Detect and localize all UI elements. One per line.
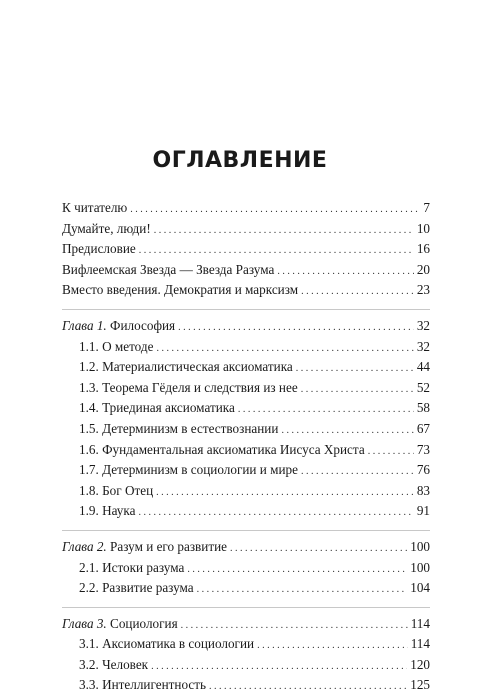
- toc-entry: [62, 221, 430, 242]
- toc-section: [62, 339, 430, 360]
- toc-chapter-page: 32: [416, 317, 430, 333]
- dot-leader: [197, 584, 408, 595]
- section-divider: [62, 309, 430, 310]
- toc-section-page: 52: [416, 379, 430, 395]
- toc-chapter: [62, 539, 430, 560]
- toc-section-page: 44: [416, 359, 430, 375]
- toc-entry: [62, 262, 430, 283]
- section-divider: [62, 607, 430, 608]
- dot-leader: [301, 286, 414, 297]
- toc-section: [62, 462, 430, 483]
- dot-leader: [296, 363, 414, 374]
- toc-chapter-page: 100: [410, 538, 430, 554]
- toc-section: [62, 359, 430, 380]
- toc-chapter: [62, 318, 430, 339]
- toc-entry-page: 7: [423, 200, 430, 215]
- toc-section-label: 1.9. Наука: [79, 503, 136, 519]
- toc-entry-label: Предисловие: [62, 241, 136, 257]
- chapter-title: Философия: [110, 317, 176, 333]
- toc-section-page: 114: [410, 636, 430, 652]
- toc-section-page: 32: [416, 338, 430, 354]
- toc-section-label: 1.7. Детерминизм в социологии и мире: [79, 462, 298, 478]
- toc-section-page: 73: [416, 441, 430, 457]
- table-of-contents: [62, 200, 430, 698]
- dot-leader: [151, 661, 407, 672]
- toc-section-label: 3.2. Человек: [79, 656, 149, 672]
- toc-chapter-label: [62, 318, 175, 334]
- chapter-prefix: Глава 2.: [62, 538, 107, 554]
- dot-leader: [139, 245, 414, 256]
- toc-chapter: [62, 616, 430, 637]
- toc-section-label: 1.8. Бог Отец: [79, 482, 154, 498]
- section-divider: [62, 530, 430, 531]
- toc-section-label: 1.2. Материалистическая аксиоматика: [79, 359, 293, 375]
- toc-section-label: 1.5. Детерминизм в естествознании: [79, 420, 279, 436]
- toc-section: [62, 677, 430, 698]
- dot-leader: [301, 466, 414, 477]
- dot-leader: [277, 266, 414, 277]
- front-matter-list: [62, 200, 430, 303]
- toc-entry-label: Думайте, люди!: [62, 220, 151, 236]
- toc-entry: [62, 241, 430, 262]
- toc-section: [62, 483, 430, 504]
- dot-leader: [209, 681, 407, 692]
- chapter-title: Разум и его развитие: [110, 538, 228, 554]
- toc-section-page: 104: [410, 580, 430, 596]
- chapter-prefix: Глава 3.: [62, 615, 107, 631]
- toc-section: [62, 560, 430, 581]
- toc-entry-page: 10: [416, 220, 430, 236]
- toc-section: [62, 442, 430, 463]
- toc-section-page: 83: [416, 482, 430, 498]
- toc-entry-page: 16: [416, 241, 430, 257]
- chapter-title: Социология: [110, 615, 178, 631]
- toc-section-label: 3.3. Интеллигентность: [79, 677, 207, 693]
- toc-chapter-label: [62, 539, 227, 555]
- dot-leader: [130, 204, 420, 215]
- toc-chapter-page: 114: [410, 615, 430, 631]
- toc-section-label: 1.6. Фундаментальная аксиоматика Иисуса Христа: [79, 441, 365, 457]
- toc-section: [62, 380, 430, 401]
- dot-leader: [181, 620, 408, 631]
- dot-leader: [138, 507, 413, 518]
- dot-leader: [187, 564, 407, 575]
- dot-leader: [301, 384, 414, 395]
- toc-section-page: 67: [416, 420, 430, 436]
- dot-leader: [238, 404, 414, 415]
- toc-section-page: 125: [410, 677, 430, 693]
- toc-section-page: 76: [416, 462, 430, 478]
- chapter-2-list: [62, 539, 430, 601]
- toc-entry-page: 23: [416, 282, 430, 298]
- dot-leader: [178, 322, 414, 333]
- toc-entry-label: Вифлеемская Звезда — Звезда Разума: [62, 261, 275, 277]
- toc-section: [62, 657, 430, 678]
- toc-section-page: 120: [410, 656, 430, 672]
- toc-section-label: 3.1. Аксиоматика в социологии: [79, 636, 255, 652]
- dot-leader: [156, 487, 414, 498]
- toc-section-page: 58: [416, 400, 430, 416]
- toc-section: [62, 400, 430, 421]
- toc-section-page: 91: [416, 503, 430, 519]
- dot-leader: [230, 543, 407, 554]
- toc-section-label: 1.1. О методе: [79, 338, 154, 354]
- page-title: ОГЛАВЛЕНИЕ: [152, 148, 328, 173]
- chapter-prefix: Глава 1.: [62, 317, 107, 333]
- toc-section: [62, 421, 430, 442]
- toc-entry-page: 20: [416, 261, 430, 277]
- dot-leader: [154, 225, 414, 236]
- toc-section: [62, 636, 430, 657]
- toc-section-label: 2.2. Развитие разума: [79, 580, 194, 596]
- toc-section-label: 2.1. Истоки разума: [79, 559, 185, 575]
- toc-section: [62, 580, 430, 601]
- toc-entry-label: К читателю: [62, 200, 128, 215]
- toc-section-page: 100: [410, 559, 430, 575]
- dot-leader: [156, 343, 413, 354]
- toc-chapter-label: [62, 616, 178, 632]
- chapter-1-list: [62, 318, 430, 524]
- toc-entry: [62, 282, 430, 303]
- toc-section-label: 1.4. Триединая аксиоматика: [79, 400, 235, 416]
- chapter-3-list: [62, 616, 430, 698]
- dot-leader: [281, 425, 413, 436]
- toc-entry: [62, 200, 430, 221]
- dot-leader: [368, 446, 414, 457]
- toc-entry-label: Вместо введения. Демократия и марксизм: [62, 282, 299, 298]
- toc-section: [62, 503, 430, 524]
- toc-section-label: 1.3. Теорема Гёделя и следствия из нее: [79, 379, 298, 395]
